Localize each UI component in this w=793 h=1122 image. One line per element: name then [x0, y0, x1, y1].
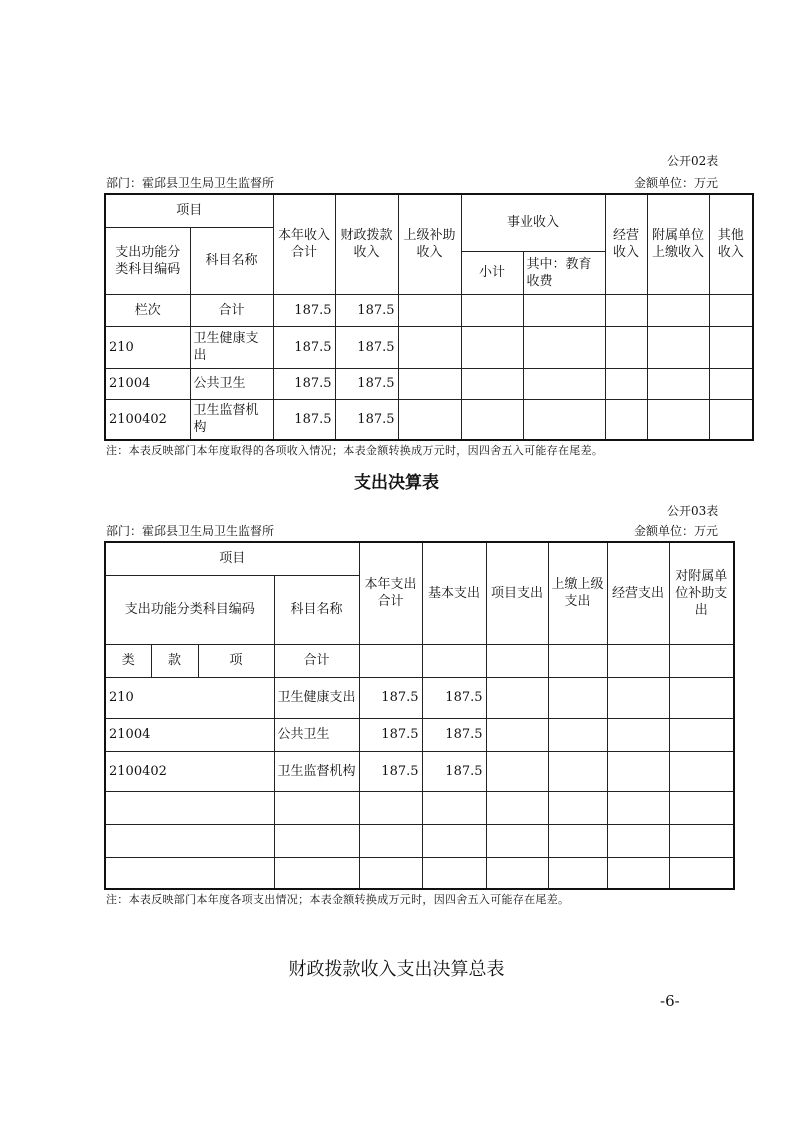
- header-fiscal: 财政拨款收入: [335, 194, 398, 294]
- empty-cell: [422, 857, 486, 889]
- row-name: 卫生健康支出: [274, 677, 359, 718]
- empty-cell: [359, 791, 422, 824]
- header-operating: 经营收入: [605, 194, 647, 294]
- empty-cell: [607, 824, 669, 857]
- row-code: 2100402: [105, 399, 190, 440]
- empty-cell: [461, 294, 523, 326]
- empty-cell: [486, 718, 548, 751]
- empty-cell: [398, 368, 461, 399]
- empty-cell: [669, 857, 734, 889]
- row-total: 187.5: [359, 677, 422, 718]
- row-fiscal: 187.5: [335, 368, 398, 399]
- row-name: 卫生监督机构: [190, 399, 273, 440]
- empty-cell: [605, 326, 647, 368]
- next-section-title: 财政拨款收入支出决算总表: [288, 959, 505, 980]
- row-basic: 187.5: [422, 677, 486, 718]
- empty-cell: [548, 751, 607, 791]
- empty-cell: [607, 857, 669, 889]
- empty-cell: [105, 857, 274, 889]
- empty-cell: [274, 791, 359, 824]
- row-code: 2100402: [105, 751, 274, 791]
- empty-cell: [486, 791, 548, 824]
- row-total: 187.5: [359, 751, 422, 791]
- empty-row: [105, 857, 734, 889]
- header-item: 项目: [105, 194, 273, 227]
- row-name: 合计: [190, 294, 273, 326]
- income-table: [104, 193, 754, 441]
- empty-cell: [607, 644, 669, 677]
- department-label: 部门：霍邱县卫生局卫生监督所: [106, 176, 275, 190]
- empty-cell: [605, 399, 647, 440]
- empty-cell: [669, 718, 734, 751]
- empty-cell: [548, 824, 607, 857]
- table-code: 公开03表: [667, 504, 719, 518]
- empty-cell: [105, 791, 274, 824]
- row-basic: 187.5: [422, 718, 486, 751]
- empty-cell: [274, 824, 359, 857]
- section-title: 支出决算表: [354, 473, 439, 493]
- header-sum: 合计: [274, 644, 359, 677]
- department-label: 部门：霍邱县卫生局卫生监督所: [106, 524, 275, 538]
- header-business: 事业收入: [461, 194, 605, 251]
- empty-row: [105, 824, 734, 857]
- row-total: 187.5: [273, 368, 335, 399]
- empty-cell: [548, 857, 607, 889]
- empty-cell: [398, 294, 461, 326]
- header-subject: 科目名称: [190, 227, 273, 294]
- page-number: -6-: [660, 992, 680, 1010]
- header-operating: 经营支出: [607, 542, 669, 644]
- empty-cell: [607, 751, 669, 791]
- empty-cell: [422, 644, 486, 677]
- row-basic: 187.5: [422, 751, 486, 791]
- empty-cell: [548, 718, 607, 751]
- header-item: 项目: [105, 542, 359, 575]
- row-name: 公共卫生: [274, 718, 359, 751]
- empty-row: [105, 791, 734, 824]
- row-fiscal: 187.5: [335, 326, 398, 368]
- empty-cell: [607, 791, 669, 824]
- header-affiliated: 对附属单位补助支出: [669, 542, 734, 644]
- empty-cell: [548, 644, 607, 677]
- empty-cell: [709, 326, 753, 368]
- empty-cell: [605, 368, 647, 399]
- empty-cell: [359, 857, 422, 889]
- empty-cell: [486, 644, 548, 677]
- table-note: 注：本表反映部门本年度各项支出情况；本表金额转换成万元时，因四舍五入可能存在尾差。: [106, 893, 570, 906]
- empty-cell: [422, 791, 486, 824]
- empty-cell: [647, 368, 709, 399]
- empty-cell: [669, 751, 734, 791]
- header-edu: 其中：教育收费: [523, 251, 605, 294]
- row-total: 187.5: [273, 294, 335, 326]
- empty-cell: [647, 326, 709, 368]
- empty-cell: [486, 677, 548, 718]
- header-total: 本年支出合计: [359, 542, 422, 644]
- empty-cell: [669, 824, 734, 857]
- header-basic: 基本支出: [422, 542, 486, 644]
- empty-cell: [709, 368, 753, 399]
- row-total: 187.5: [359, 718, 422, 751]
- empty-cell: [486, 824, 548, 857]
- header-upper: 上缴上级支出: [548, 542, 607, 644]
- empty-cell: [607, 677, 669, 718]
- empty-cell: [359, 644, 422, 677]
- table-note: 注：本表反映部门本年度取得的各项收入情况；本表金额转换成万元时，因四舍五入可能存在尾差。: [106, 444, 604, 457]
- empty-cell: [607, 718, 669, 751]
- empty-cell: [523, 294, 605, 326]
- empty-cell: [523, 399, 605, 440]
- empty-cell: [548, 791, 607, 824]
- empty-cell: [669, 791, 734, 824]
- empty-cell: [709, 294, 753, 326]
- empty-cell: [461, 326, 523, 368]
- header-project: 项目支出: [486, 542, 548, 644]
- empty-cell: [647, 294, 709, 326]
- unit-label: 金额单位：万元: [634, 524, 719, 538]
- empty-cell: [398, 326, 461, 368]
- empty-cell: [669, 644, 734, 677]
- expenditure-table: [104, 541, 735, 890]
- header-subtotal: 小计: [461, 251, 523, 294]
- header-upper: 上级补助收入: [398, 194, 461, 294]
- row-fiscal: 187.5: [335, 399, 398, 440]
- empty-cell: [647, 399, 709, 440]
- empty-cell: [709, 399, 753, 440]
- empty-cell: [274, 857, 359, 889]
- empty-cell: [461, 368, 523, 399]
- empty-cell: [548, 677, 607, 718]
- header-func-code: 支出功能分类科目编码: [105, 575, 274, 644]
- header-kuan: 款: [151, 644, 198, 677]
- row-code: 210: [105, 326, 190, 368]
- row-name: 卫生监督机构: [274, 751, 359, 791]
- empty-cell: [422, 824, 486, 857]
- empty-cell: [523, 326, 605, 368]
- header-xiang: 项: [198, 644, 274, 677]
- unit-label: 金额单位：万元: [634, 176, 719, 190]
- empty-cell: [605, 294, 647, 326]
- header-total: 本年收入合计: [273, 194, 335, 294]
- empty-cell: [359, 824, 422, 857]
- empty-cell: [461, 399, 523, 440]
- empty-cell: [105, 824, 274, 857]
- empty-cell: [398, 399, 461, 440]
- table-code: 公开02表: [667, 154, 719, 168]
- header-subject: 科目名称: [274, 575, 359, 644]
- row-total: 187.5: [273, 399, 335, 440]
- row-code: 210: [105, 677, 274, 718]
- header-affiliated: 附属单位上缴收入: [647, 194, 709, 294]
- empty-cell: [486, 751, 548, 791]
- header-lei: 类: [105, 644, 151, 677]
- empty-cell: [486, 857, 548, 889]
- empty-cell: [523, 368, 605, 399]
- row-name: 卫生健康支出: [190, 326, 273, 368]
- row-code: 栏次: [105, 294, 190, 326]
- row-code: 21004: [105, 368, 190, 399]
- row-total: 187.5: [273, 326, 335, 368]
- row-name: 公共卫生: [190, 368, 273, 399]
- header-other: 其他收入: [709, 194, 753, 294]
- row-fiscal: 187.5: [335, 294, 398, 326]
- empty-cell: [669, 677, 734, 718]
- header-func-code: 支出功能分类科目编码: [105, 227, 190, 294]
- row-code: 21004: [105, 718, 274, 751]
